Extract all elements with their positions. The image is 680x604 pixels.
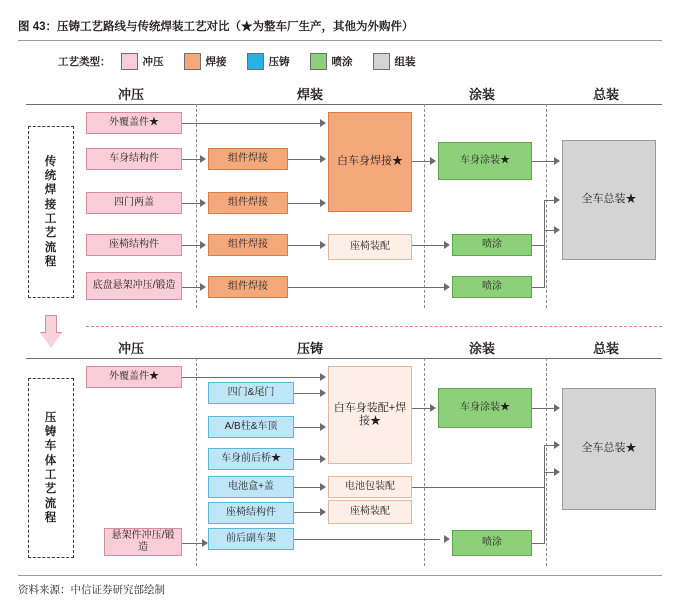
conn-f1-d xyxy=(182,245,202,246)
conn-f1-j xyxy=(532,245,544,246)
flow2-col-header-painting: 涂装 xyxy=(468,341,495,356)
arrow-f2-f xyxy=(320,508,326,516)
arrow-f2-c xyxy=(320,423,326,431)
arrow-f1-k xyxy=(554,226,560,234)
legend-text-painting: 喷涂 xyxy=(331,55,353,68)
conn-f2-j xyxy=(532,408,556,409)
flow1-header-underline xyxy=(26,104,662,105)
conn-f1-c xyxy=(182,203,202,204)
node-doors-tailgate[interactable]: 四门&尾门 xyxy=(208,382,294,404)
conn-f1-e xyxy=(182,287,202,288)
conn-f1-k xyxy=(532,287,544,288)
legend xyxy=(58,52,430,70)
conn-f1-k2 xyxy=(544,230,545,288)
node-four-doors-two-covers[interactable]: 四门两盖 xyxy=(86,192,182,214)
arrow-f2-h xyxy=(202,539,208,547)
conn-f1-a xyxy=(182,123,322,124)
flow2-col-header-diecast: 压铸 xyxy=(296,341,323,356)
legend-item-assembly xyxy=(373,53,416,70)
flow1-col-header-stamping: 冲压 xyxy=(117,87,144,102)
node-final-assembly-2[interactable]: 全车总装★ xyxy=(562,388,656,510)
arrow-f2-k xyxy=(554,441,560,449)
arrow-f1-c xyxy=(200,199,206,207)
conn-f2-l2 xyxy=(544,472,545,544)
conn-f1-f xyxy=(412,161,432,162)
arrow-f2-j xyxy=(554,404,560,412)
conn-f1-d2 xyxy=(288,245,322,246)
arrow-f1-b2 xyxy=(320,155,326,163)
conn-f2-h xyxy=(182,543,204,544)
arrow-f2-d xyxy=(320,455,326,463)
arrow-f1-d xyxy=(200,241,206,249)
node-pillars-roof[interactable]: A/B柱&车顶 xyxy=(208,416,294,438)
arrow-f1-e xyxy=(200,283,206,291)
legend-text-welding: 焊接 xyxy=(205,55,227,68)
legend-swatch-assembly xyxy=(373,53,390,70)
flow1-sep-3 xyxy=(546,104,547,308)
flow2-sep-3 xyxy=(546,358,547,566)
node-painting-seat-1[interactable]: 喷涂 xyxy=(452,234,532,256)
node-final-assembly-1[interactable]: 全车总装★ xyxy=(562,140,656,260)
node-outer-panels-1[interactable]: 外覆盖件★ xyxy=(86,112,182,134)
node-body-structure[interactable]: 车身结构件 xyxy=(86,148,182,170)
top-divider xyxy=(18,40,662,41)
node-body-in-white-assembly-weld[interactable]: 白车身装配+焊接★ xyxy=(328,366,412,464)
node-body-in-white-welding[interactable]: 白车身焊接★ xyxy=(328,112,412,212)
legend-text-diecast: 压铸 xyxy=(268,55,290,68)
node-body-painting-1[interactable]: 车身涂装★ xyxy=(438,142,532,180)
conn-f2-d xyxy=(294,459,322,460)
conn-f1-i xyxy=(532,161,556,162)
conn-f2-l xyxy=(532,543,544,544)
arrow-f1-c2 xyxy=(320,199,326,207)
arrow-f1-f xyxy=(430,157,436,165)
legend-item-painting xyxy=(310,53,353,70)
legend-swatch-stamping xyxy=(121,53,138,70)
legend-item-stamping xyxy=(121,53,164,70)
flow1-col-header-painting: 涂装 xyxy=(468,87,495,102)
arrow-f2-b xyxy=(320,389,326,397)
legend-label: 工艺类型： xyxy=(58,55,111,68)
node-front-rear-axle[interactable]: 车身前后桥★ xyxy=(208,448,294,470)
legend-swatch-diecast xyxy=(247,53,264,70)
conn-f1-b2 xyxy=(288,159,322,160)
flow2-header-underline xyxy=(26,358,662,359)
flow1-stage-label: 传统焊接工艺流程 xyxy=(28,126,74,298)
conn-f1-b xyxy=(182,159,202,160)
arrow-f1-h xyxy=(444,283,450,291)
node-subassembly-weld-1[interactable]: 组件焊接 xyxy=(208,148,288,170)
flow1-sep-2 xyxy=(424,104,425,308)
conn-f2-f xyxy=(294,512,322,513)
node-body-painting-2[interactable]: 车身涂装★ xyxy=(438,388,532,428)
conn-f1-c2 xyxy=(288,203,322,204)
legend-swatch-welding xyxy=(184,53,201,70)
conn-f2-k xyxy=(412,487,544,488)
bottom-divider xyxy=(18,575,662,576)
figure-title: 图 43：压铸工艺路线与传统焊装工艺对比（★为整车厂生产，其他为外购件） xyxy=(18,21,414,33)
conn-f1-h xyxy=(288,287,446,288)
conn-f2-a xyxy=(182,377,322,378)
arrow-f2-l xyxy=(554,468,560,476)
flow2-sep-1 xyxy=(196,358,197,566)
node-suspension-stamping-2[interactable]: 悬架件冲压/锻造 xyxy=(104,528,182,556)
flow2-sep-2 xyxy=(424,358,425,566)
conn-f2-i xyxy=(412,408,432,409)
legend-swatch-painting xyxy=(310,53,327,70)
arrow-f2-g xyxy=(444,535,450,543)
arrow-f2-i xyxy=(430,404,436,412)
legend-text-stamping: 冲压 xyxy=(142,55,164,68)
arrow-f1-i xyxy=(554,157,560,165)
flow2-col-header-stamping: 冲压 xyxy=(117,341,144,356)
node-seat-structure-1[interactable]: 座椅结构件 xyxy=(86,234,182,256)
node-outer-panels-2[interactable]: 外覆盖件★ xyxy=(86,366,182,388)
node-painting-chassis-1[interactable]: 喷涂 xyxy=(452,276,532,298)
node-seat-assembly-2[interactable]: 座椅装配 xyxy=(328,500,412,524)
flow1-sep-1 xyxy=(196,104,197,308)
conn-f2-g xyxy=(294,539,440,540)
legend-text-assembly: 组装 xyxy=(394,55,416,68)
node-subassembly-weld-4[interactable]: 组件焊接 xyxy=(208,276,288,298)
node-seat-assembly-1[interactable]: 座椅装配 xyxy=(328,234,412,260)
node-battery-box-cover[interactable]: 电池盒+盖 xyxy=(208,476,294,498)
flow1-col-header-welding: 焊装 xyxy=(296,87,323,102)
legend-item-diecast xyxy=(247,53,290,70)
flow1-col-header-assembly: 总装 xyxy=(592,87,619,102)
figure-source: 资料来源：中信证券研究部绘制 xyxy=(18,584,165,596)
arrow-f2-a xyxy=(320,373,326,381)
transition-arrow-icon xyxy=(40,315,62,347)
flow-divider xyxy=(86,326,662,327)
node-subassembly-weld-3[interactable]: 组件焊接 xyxy=(208,234,288,256)
flow2-col-header-assembly: 总装 xyxy=(592,341,619,356)
node-front-rear-subframe[interactable]: 前后副车架 xyxy=(208,528,294,550)
node-battery-pack-assembly[interactable]: 电池包装配 xyxy=(328,476,412,498)
conn-f1-g xyxy=(412,245,446,246)
legend-item-welding xyxy=(184,53,227,70)
arrow-f1-a xyxy=(320,119,326,127)
arrow-f2-e xyxy=(320,483,326,491)
arrow-f1-d2 xyxy=(320,241,326,249)
flow2-stage-label: 压铸车体工艺流程 xyxy=(28,378,74,558)
node-subassembly-weld-2[interactable]: 组件焊接 xyxy=(208,192,288,214)
node-painting-2[interactable]: 喷涂 xyxy=(452,530,532,556)
conn-f2-c xyxy=(294,427,322,428)
conn-f2-b xyxy=(294,393,322,394)
arrow-f1-g xyxy=(444,241,450,249)
node-seat-structure-2[interactable]: 座椅结构件 xyxy=(208,502,294,524)
node-chassis-suspension-stamping[interactable]: 底盘悬架冲压/锻造 xyxy=(86,272,182,300)
conn-f2-e xyxy=(294,487,322,488)
arrow-f1-j xyxy=(554,196,560,204)
arrow-f1-b xyxy=(200,155,206,163)
